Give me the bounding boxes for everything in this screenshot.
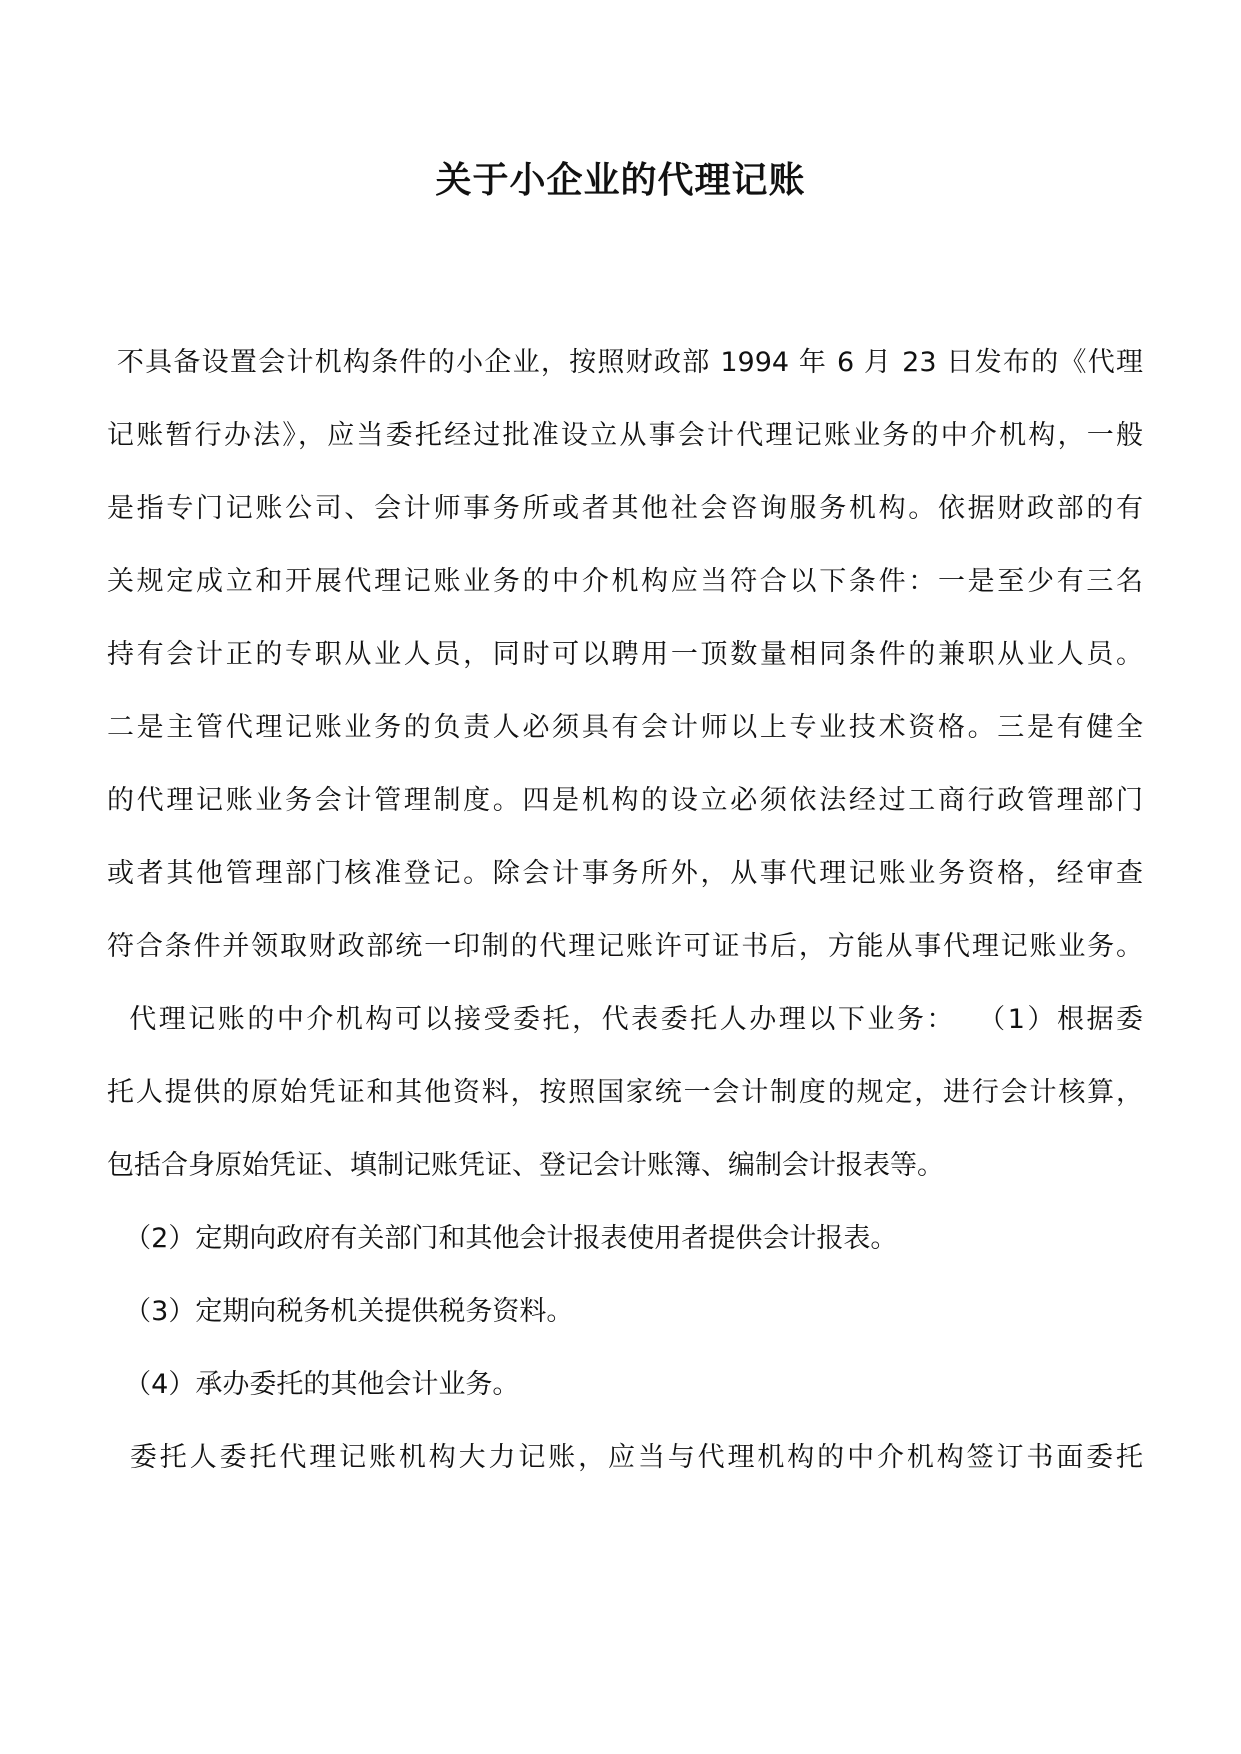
body-line: 或者其他管理部门核准登记。除会计事务所外，从事代理记账业务资格，经审查 bbox=[107, 858, 1143, 889]
body-line: 委托人委托代理记账机构大力记账，应当与代理机构的中介机构签订书面委托 bbox=[107, 1442, 1143, 1473]
document-title: 关于小企业的代理记账 bbox=[435, 159, 806, 201]
body-line: 持有会计正的专职从业人员，同时可以聘用一顶数量相同条件的兼职从业人员。 bbox=[107, 639, 1143, 670]
list-item: （3）定期向税务机关提供税务资料。 bbox=[107, 1296, 574, 1327]
body-line: 记账暂行办法》，应当委托经过批准设立从事会计代理记账业务的中介机构，一般 bbox=[107, 420, 1143, 451]
list-item: （2）定期向政府有关部门和其他会计报表使用者提供会计报表。 bbox=[107, 1223, 898, 1254]
body-line: 是指专门记账公司、会计师事务所或者其他社会咨询服务机构。依据财政部的有 bbox=[107, 493, 1143, 524]
body-line: 二是主管代理记账业务的负责人必须具有会计师以上专业技术资格。三是有健全 bbox=[107, 712, 1143, 743]
body-line: 关规定成立和开展代理记账业务的中介机构应当符合以下条件：一是至少有三名 bbox=[107, 566, 1143, 597]
body-line: 包括合身原始凭证、填制记账凭证、登记会计账簿、编制会计报表等。 bbox=[107, 1150, 944, 1181]
body-line: 符合条件并领取财政部统一印制的代理记账许可证书后，方能从事代理记账业务。 bbox=[107, 931, 1143, 962]
body-line: 的代理记账业务会计管理制度。四是机构的设立必须依法经过工商行政管理部门 bbox=[107, 785, 1143, 816]
list-item: （4）承办委托的其他会计业务。 bbox=[107, 1369, 520, 1400]
body-line: 代理记账的中介机构可以接受委托，代表委托人办理以下业务： （1）根据委 bbox=[107, 1004, 1143, 1035]
body-line: 不具备设置会计机构条件的小企业，按照财政部 1994 年 6 月 23 日发布的《代理 bbox=[107, 347, 1143, 378]
body-line: 托人提供的原始凭证和其他资料，按照国家统一会计制度的规定，进行会计核算， bbox=[107, 1077, 1143, 1108]
